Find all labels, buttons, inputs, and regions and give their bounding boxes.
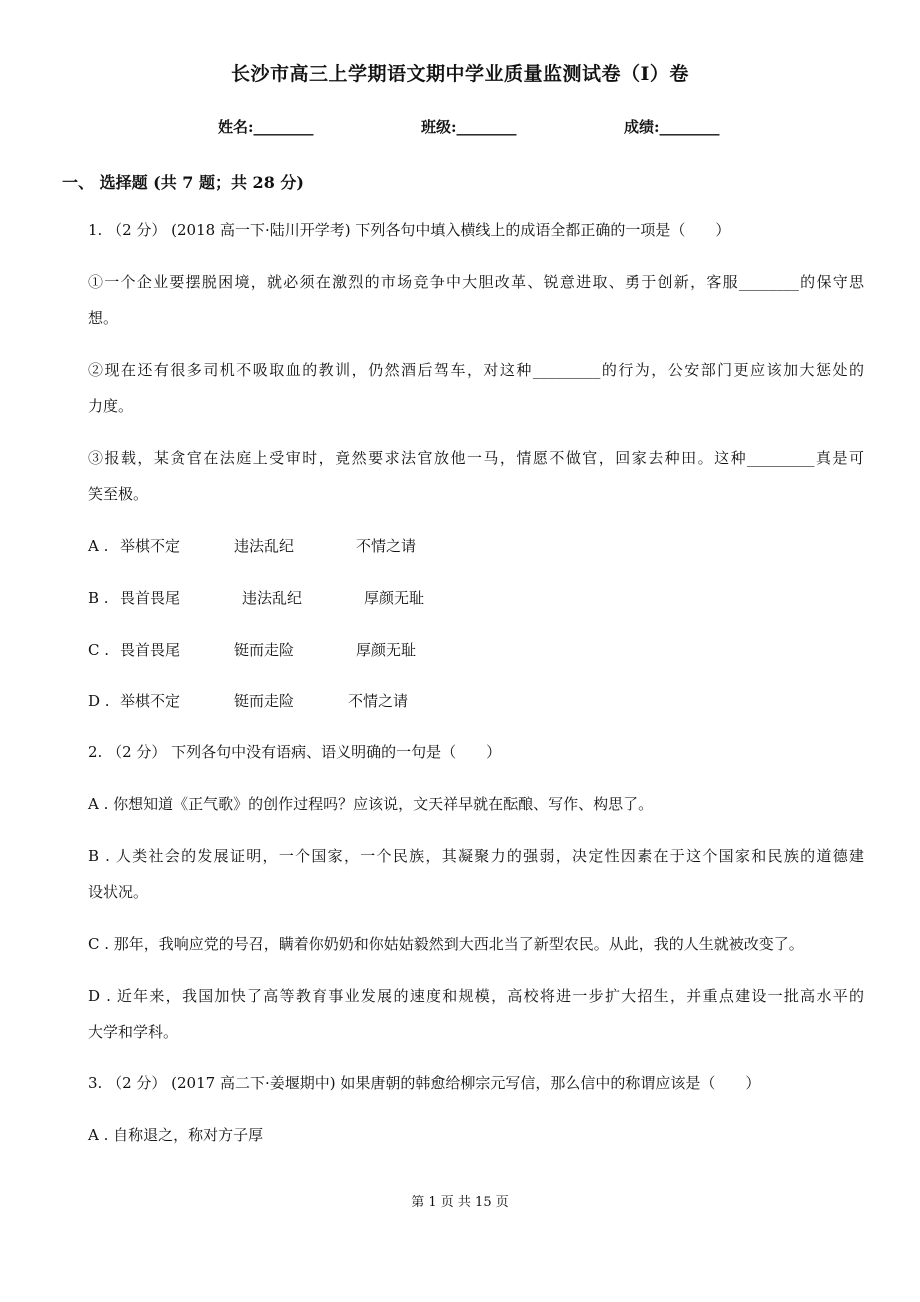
class-field: 班级:________ [421, 118, 517, 136]
q3-option-a[interactable]: A . 自称退之，称对方子厚 [88, 1126, 264, 1144]
option-term-3: 不情之请 [348, 692, 409, 710]
q1-option-b[interactable] [88, 588, 425, 608]
option-term-2: 铤而走险 [234, 641, 295, 659]
name-field: 姓名:________ [218, 118, 314, 136]
option-term-2: 违法乱纪 [242, 589, 303, 607]
student-info-row [0, 116, 920, 136]
q1-sentence-2: ②现在还有很多司机不吸取血的教训，仍然酒后驾车，对这种_________的行为，公安部门更应该加大惩处的 [88, 361, 864, 379]
option-letter: B . [88, 589, 109, 607]
option-letter: C . [88, 641, 110, 659]
option-term-1: 畏首畏尾 [120, 589, 181, 607]
q1-sentence-1: ①一个企业要摆脱困境，就必须在激烈的市场竞争中大胆改革、锐意进取、勇于创新，客服________的保守思 [88, 273, 864, 291]
q2-option-b[interactable]: B . 人类社会的发展证明，一个国家，一个民族，其凝聚力的强弱，决定性因素在于这个国家和民族的道德建 [88, 847, 864, 865]
option-term-2: 违法乱纪 [234, 537, 295, 555]
q2-option-b-cont: 设状况。 [88, 883, 149, 901]
option-letter: D . [88, 692, 110, 710]
option-term-1: 举棋不定 [120, 692, 181, 710]
option-term-2: 铤而走险 [234, 692, 295, 710]
option-term-3: 厚颜无耻 [356, 641, 417, 659]
q2-option-d[interactable]: D . 近年来，我国加快了高等教育事业发展的速度和规模，高校将进一步扩大招生，并重点建设一批高水平的 [88, 987, 864, 1005]
score-field: 成绩:________ [624, 118, 720, 136]
q2-option-a[interactable]: A . 你想知道《正气歌》的创作过程吗？应该说，文天祥早就在酝酿、写作、构思了。 [88, 795, 654, 813]
question-1-stem: 1. （2 分） (2018 高一下·陆川开学考) 下列各句中填入横线上的成语全都正确的一项是（ ） [88, 221, 731, 239]
q2-option-c[interactable]: C . 那年，我响应党的号召，瞒着你奶奶和你姑姑毅然到大西北当了新型农民。从此，我的人生就被改变了。 [88, 935, 804, 953]
page-footer: 第 1 页 共 15 页 [411, 1195, 509, 1210]
q1-sentence-3-cont: 笑至极。 [88, 485, 149, 503]
q1-sentence-2-cont: 力度。 [88, 397, 134, 415]
q1-option-a[interactable] [88, 536, 417, 556]
question-2-stem: 2. （2 分） 下列各句中没有语病、语义明确的一句是（ ） [88, 743, 502, 761]
q1-option-d[interactable] [88, 691, 409, 711]
question-3-stem: 3. （2 分） (2017 高二下·姜堰期中) 如果唐朝的韩愈给柳宗元写信，那么信中的称谓应该是（ ） [88, 1074, 761, 1092]
q1-sentence-1-cont: 想。 [88, 309, 119, 327]
option-term-3: 厚颜无耻 [364, 589, 425, 607]
option-term-1: 举棋不定 [120, 537, 181, 555]
option-term-3: 不情之请 [356, 537, 417, 555]
q1-sentence-3: ③报载，某贪官在法庭上受审时，竟然要求法官放他一马，情愿不做官，回家去种田。这种_________真是可 [88, 449, 864, 467]
option-term-1: 畏首畏尾 [120, 641, 181, 659]
option-letter: A . [88, 537, 109, 555]
section-heading: 一、 选择题 (共 7 题；共 28 分) [62, 173, 304, 192]
page-title: 长沙市高三上学期语文期中学业质量监测试卷（I）卷 [231, 63, 689, 85]
q2-option-d-cont: 大学和学科。 [88, 1023, 179, 1041]
q1-option-c[interactable] [88, 640, 417, 660]
